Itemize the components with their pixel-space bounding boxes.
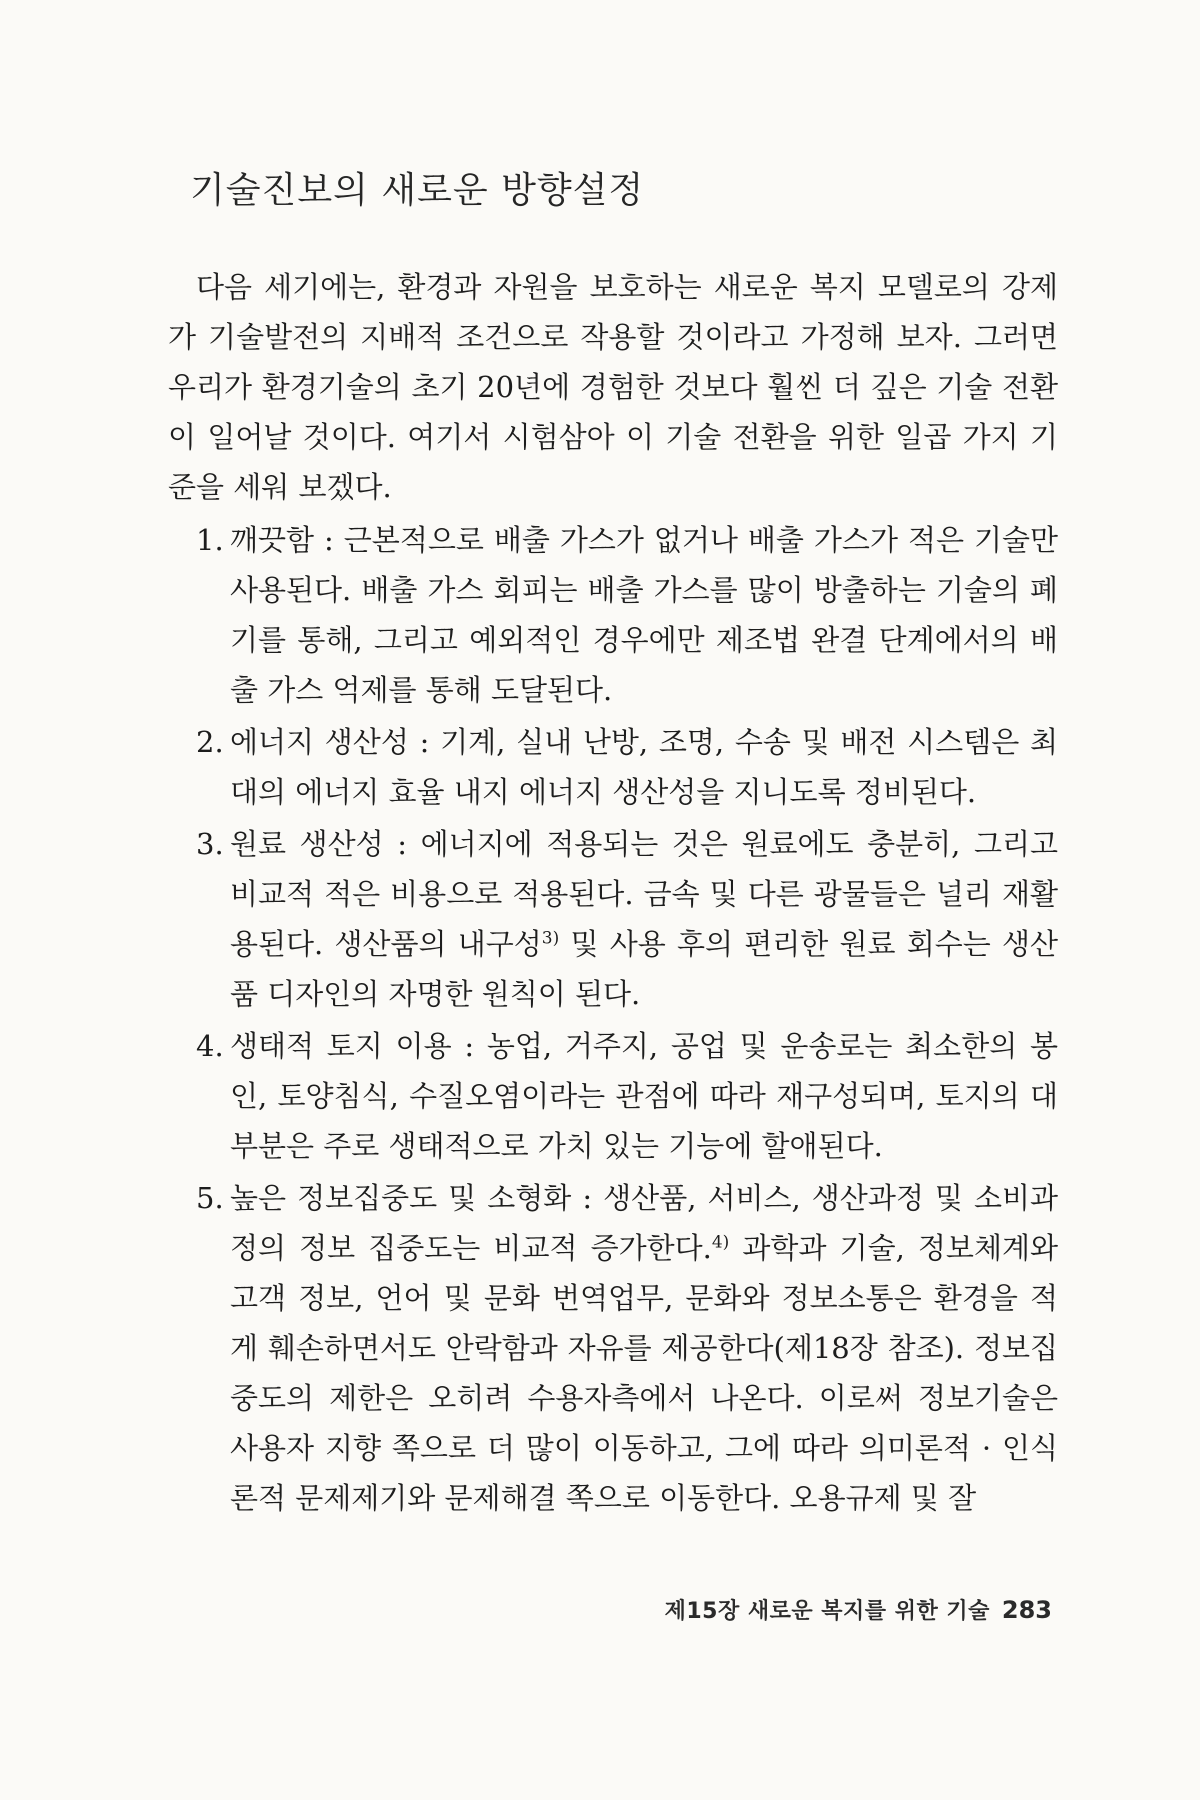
item-text: 기계, 실내 난방, 조명, 수송 및 배전 시스템은 최대의 에너지 효율 내지 에너지 생산성을 지니도록 정비된다. [230, 725, 1058, 809]
section-title: 기술진보의 새로운 방향설정 [190, 170, 645, 211]
list-item [168, 1173, 1058, 1523]
criteria-list [168, 515, 1058, 1525]
item-term: 에너지 생산성 : [230, 725, 440, 759]
item-number: 1. [196, 523, 224, 557]
list-item [168, 819, 1058, 1019]
item-term: 깨끗함 : [230, 523, 344, 557]
item-term: 높은 정보집중도 및 소형화 : [230, 1181, 603, 1215]
footnote-ref: 4) [711, 1232, 730, 1253]
page-footer [665, 1594, 1052, 1625]
list-item [168, 717, 1058, 817]
item-term: 원료 생산성 : [230, 827, 421, 861]
footnote-ref: 3) [541, 928, 560, 949]
item-number: 3. [196, 827, 224, 861]
item-text: 생산품, 서비스, 생산과정 및 소비과정의 정보 집중도는 비교적 증가한다. [230, 1181, 1058, 1265]
item-text: 에너지에 적용되는 것은 원료에도 충분히, 그리고 비교적 적은 비용으로 적용된다. 금속 및 다른 광물들은 널리 재활용된다. 생산품의 내구성 [230, 827, 1058, 961]
intro-paragraph: 다음 세기에는, 환경과 자원을 보호하는 새로운 복지 모델로의 강제가 기술발전의 지배적 조건으로 작용할 것이라고 가정해 보자. 그러면 우리가 환경기술의 초기 20년에 경험한 것보다 훨씬 더 깊은 기술 전환이 일어날 것이다. 여기서 시험삼아 이 기술 전환을 위한 일곱 가지 기준을 세워 보겠다. [168, 270, 1058, 504]
item-number: 5. [196, 1181, 224, 1215]
page-number: 283 [1001, 1596, 1052, 1624]
item-text: 및 사용 후의 편리한 원료 회수는 생산품 디자인의 자명한 원칙이 된다. [230, 927, 1058, 1011]
item-number: 2. [196, 725, 224, 759]
item-text: 과학과 기술, 정보체계와 고객 정보, 언어 및 문화 번역업무, 문화와 정보소통은 환경을 적게 훼손하면서도 안락함과 자유를 제공한다(제18장 참조). 정보집중도의 제한은 오히려 수용자측에서 나온다. 이로써 정보기술은 사용자 지향 쪽으로 더 많이 이동하고, 그에 따라 의미론적 · 인식론적 문제제기와 문제해결 쪽으로 이동한다. 오용규제 및 잘 [230, 1231, 1058, 1515]
item-text: 근본적으로 배출 가스가 없거나 배출 가스가 적은 기술만 사용된다. 배출 가스 회피는 배출 가스를 많이 방출하는 기술의 폐기를 통해, 그리고 예외적인 경우에만 제조법 완결 단계에서의 배출 가스 억제를 통해 도달된다. [230, 523, 1058, 707]
running-footer-title: 제15장 새로운 복지를 위한 기술 [664, 1599, 990, 1624]
list-item [168, 515, 1058, 715]
list-item [168, 1021, 1058, 1171]
item-term: 생태적 토지 이용 : [230, 1029, 487, 1063]
item-number: 4. [196, 1029, 224, 1063]
item-text: 농업, 거주지, 공업 및 운송로는 최소한의 봉인, 토양침식, 수질오염이라는 관점에 따라 재구성되며, 토지의 대부분은 주로 생태적으로 가치 있는 기능에 할애된다. [230, 1029, 1058, 1163]
